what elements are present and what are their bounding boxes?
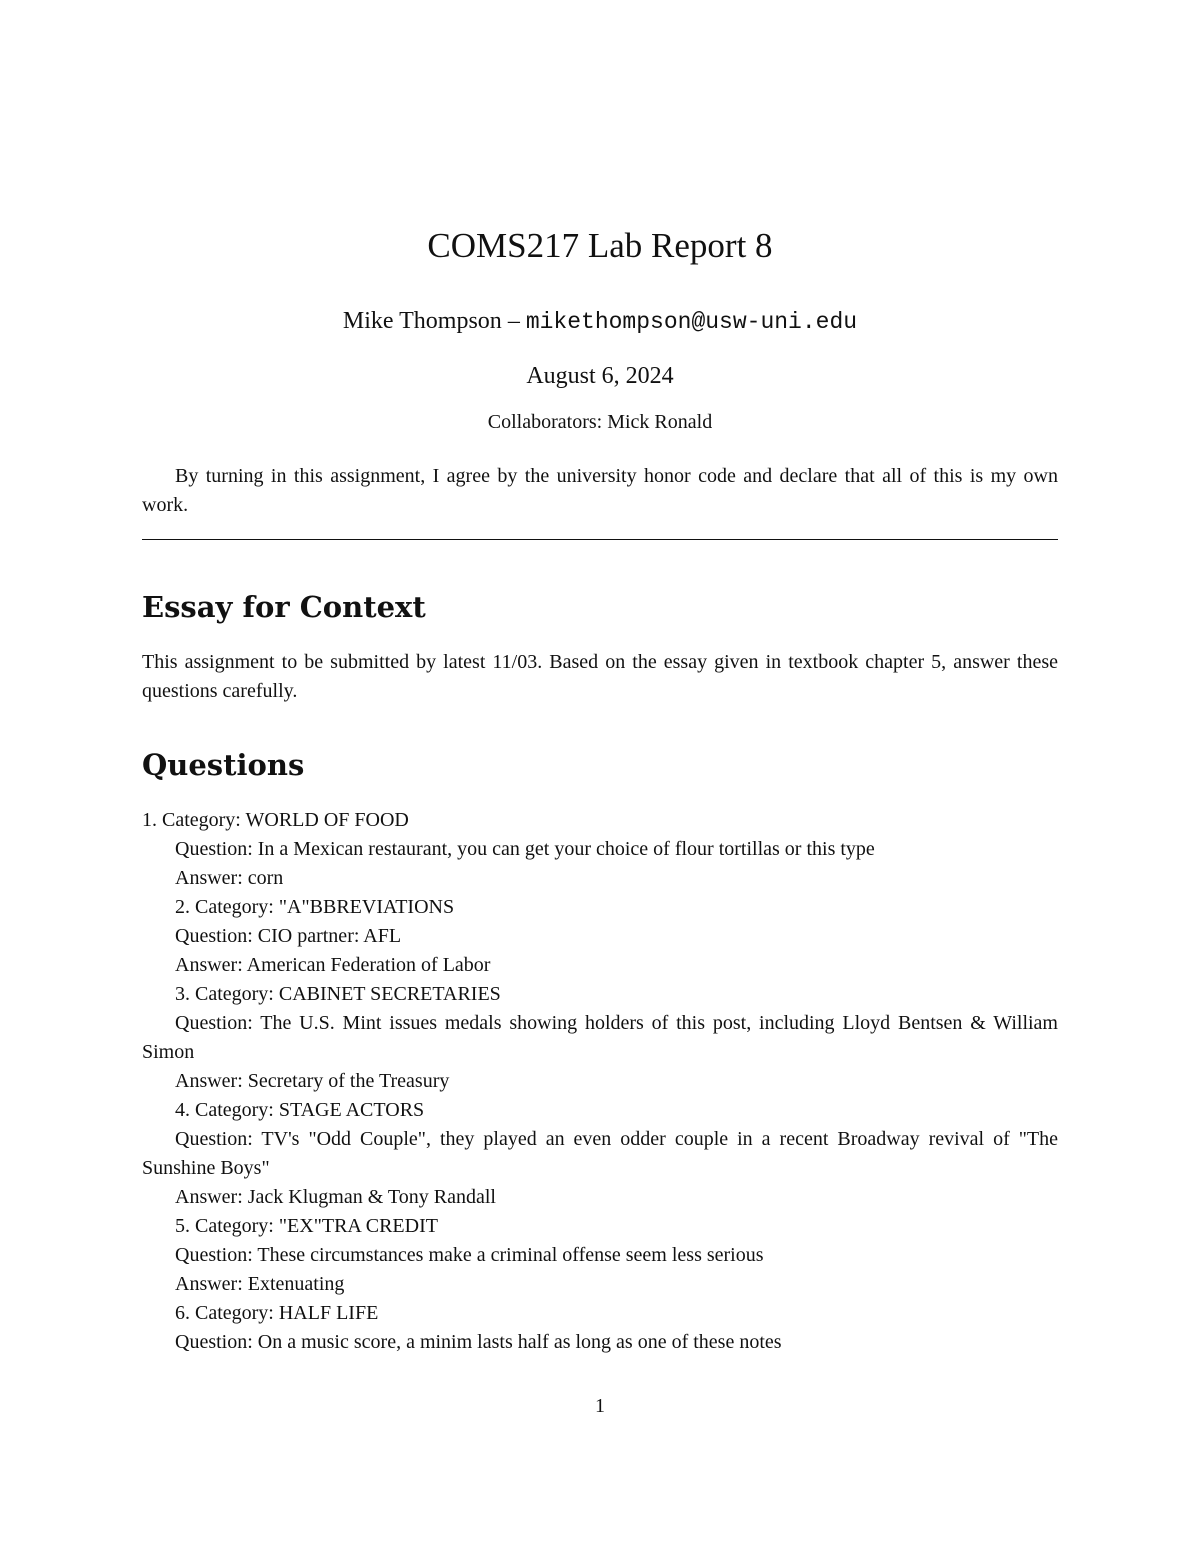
question-line: Question: On a music score, a minim lasts half as long as one of these notes [175, 1331, 782, 1353]
questions-section-heading: Questions [142, 748, 305, 782]
horizontal-rule [142, 539, 1058, 540]
answer-line: Answer: American Federation of Labor [175, 954, 491, 976]
question-line: 5. Category: "EX"TRA CREDIT [175, 1215, 438, 1237]
document-date: August 6, 2024 [526, 363, 674, 389]
essay-section-heading: Essay for Context [142, 590, 426, 624]
question-line: Question: These circumstances make a criminal offense seem less serious [175, 1244, 764, 1266]
answer-line: Answer: corn [175, 867, 284, 889]
author-name: Mike Thompson [342, 308, 502, 334]
page-number: 1 [595, 1395, 605, 1417]
answer-line: Answer: Secretary of the Treasury [175, 1070, 450, 1092]
author-line [142, 305, 1058, 338]
collaborators-line: Collaborators: Mick Ronald [487, 411, 713, 433]
question-line: Question: TV's "Odd Couple", they played an even odder couple in a recent Broadway revival of "The Sunshine Boys" [142, 1128, 1058, 1179]
honor-statement: By turning in this assignment, I agree by the university honor code and declare that all of this is my own work. [142, 465, 1058, 516]
question-line: 1. Category: WORLD OF FOOD [142, 809, 409, 831]
question-line: Question: In a Mexican restaurant, you can get your choice of flour tortillas or this type [175, 838, 875, 860]
question-line: Question: The U.S. Mint issues medals showing holders of this post, including Lloyd Bentsen & William Simon [142, 1012, 1058, 1063]
question-line: 3. Category: CABINET SECRETARIES [175, 983, 501, 1005]
author-email: mikethompson@usw-uni.edu [525, 309, 858, 335]
question-line: 4. Category: STAGE ACTORS [175, 1099, 425, 1121]
essay-paragraph: This assignment to be submitted by latest 11/03. Based on the essay given in textbook chapter 5, answer these questions carefully. [142, 651, 1058, 702]
questions-list [142, 806, 1058, 1357]
answer-line: Answer: Jack Klugman & Tony Randall [175, 1186, 496, 1208]
document-title: COMS217 Lab Report 8 [427, 226, 773, 265]
author-separator: – [501, 308, 526, 334]
answer-line: Answer: Extenuating [175, 1273, 345, 1295]
question-line: Question: CIO partner: AFL [175, 925, 402, 947]
question-line: 2. Category: "A"BBREVIATIONS [175, 896, 455, 918]
question-line: 6. Category: HALF LIFE [175, 1302, 379, 1324]
